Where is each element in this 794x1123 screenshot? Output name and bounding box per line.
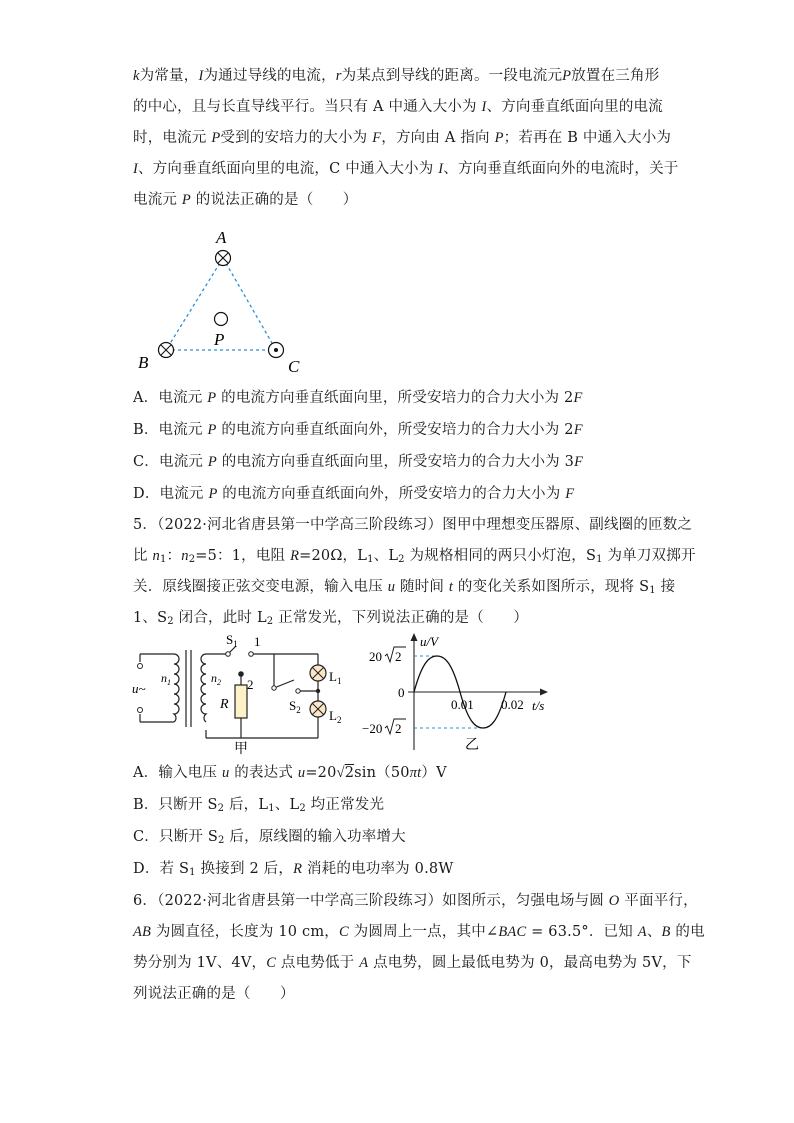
y-axis-arrow-icon [411, 633, 418, 641]
label-p: P [214, 330, 225, 349]
q5-stem-line-1: 5．（2022·河北省唐县第一中学高三阶段练习）图甲中理想变压器原、副线圈的匝数之 [133, 517, 693, 533]
q5-option-b[interactable]: B．只断开 $S_2$ 后，$L_1$、$L_2$ 均正常发光 [133, 797, 385, 814]
q4-stem-line-2: 的中心，且与长直导线平行。当只有 A 中通入大小为 I、方向垂直纸面向里的电流 [133, 99, 663, 115]
s1-pivot [226, 652, 231, 657]
label-contact-1: 1 [254, 634, 261, 649]
q4-option-a[interactable]: A．电流元 P 的电流方向垂直纸面向里，所受安培力的合力大小为 2F [133, 390, 583, 406]
label-c: C [288, 357, 300, 376]
q6-stem-line-1: 6．（2022·河北省唐县第一中学高三阶段练习）如图所示，匀强电场与圆 O 平面平行， [133, 893, 698, 909]
secondary-coil [201, 654, 206, 722]
q6-stem-line-2: AB 为圆直径，长度为 10 cm，C 为圆周上一点，其中∠BAC = 63.5°．已知 A、B 的电 [133, 924, 705, 940]
x-axis-arrow-icon [540, 689, 548, 696]
q5-option-a[interactable]: A．输入电压 u 的表达式 u=20√2sin（50πt）V [133, 765, 447, 781]
svg-text:−20: −20 [362, 721, 383, 736]
wire-a-into-page-icon [216, 251, 231, 266]
input-terminal-bottom [138, 708, 143, 713]
q5-stem-line-4: 1、$S_2$ 闭合，此时 $L_2$ 正常发光，下列说法正确的是（ ） [133, 610, 529, 627]
sqrt-icon: √ [336, 765, 345, 781]
s2-contact [296, 689, 300, 693]
label-l1: $L_1$ [329, 669, 342, 686]
primary-coil [174, 654, 179, 722]
q4-stem-line-1: k为常量，I为通过导线的电流，r为某点到导线的距离。一段电流元P放置在三角形 [133, 68, 660, 84]
q5-stem-line-2: 比 $n_1$：$n_2=5$：1，电阻 R=20Ω，$L_1$、$L_2$ 为规格相同的两只小灯泡，$S_1$ 为单刀双掷开 [133, 548, 696, 565]
label-u: u~ [132, 681, 146, 696]
label-n2: $n_2$ [211, 671, 221, 687]
circuit-caption: 甲 [234, 742, 248, 757]
current-element-p-icon [215, 313, 228, 326]
q4-option-c[interactable]: C．电流元 P 的电流方向垂直纸面向里，所受安培力的合力大小为 3F [133, 454, 584, 470]
s2-pivot [272, 686, 276, 690]
wire-b-into-page-icon [159, 343, 174, 358]
graph-tick-001: 0.01 [451, 697, 474, 712]
s1-contact-2 [239, 672, 244, 677]
label-a: A [216, 228, 227, 247]
graph-x-label: t/s [532, 698, 545, 713]
graph-tick-002: 0.02 [501, 697, 524, 712]
s1-contact-1 [249, 652, 254, 657]
lamp-l1-icon [310, 665, 326, 681]
q6-stem-line-3: 势分别为 1V、4V，C 点电势低于 A 点电势，圆上最低电势为 0，最高电势为 5V，下 [133, 955, 692, 971]
label-l2: $L_2$ [329, 708, 342, 725]
q5-stem-line-3: 关．原线圈接正弦交变电源，输入电压 u 随时间 t 的变化关系如图所示，现将 $S_1$ 接 [133, 579, 676, 596]
input-terminal-top [138, 664, 143, 669]
label-s2: $S_2$ [289, 698, 301, 715]
q6-stem-line-4: 列说法正确的是（ ） [133, 986, 295, 1002]
label-s1: $S_1$ [226, 632, 238, 649]
q4-stem-line-5: 电流元 P 的说法正确的是（ ） [133, 192, 358, 208]
q4-option-d[interactable]: D．电流元 P 的电流方向垂直纸面向外，所受安培力的合力大小为 F [133, 486, 575, 502]
graph-caption: 乙 [465, 738, 479, 753]
graph-ymax-label [369, 647, 406, 664]
label-b: B [138, 353, 149, 372]
svg-text:2: 2 [395, 649, 402, 664]
q4-stem-line-4: I、方向垂直纸面向里的电流，C 中通入大小为 I、方向垂直纸面向外的电流时，关于 [133, 161, 679, 177]
lamp-l2-icon [310, 701, 326, 717]
q4-option-b[interactable]: B．电流元 P 的电流方向垂直纸面向外，所受安培力的合力大小为 2F [133, 422, 583, 438]
q5-voltage-graph [362, 632, 557, 757]
label-contact-2: 2 [247, 677, 254, 692]
q5-option-d[interactable]: D．若 $S_1$ 换接到 2 后，R 消耗的电功率为 0.8W [133, 861, 454, 878]
svg-text:20: 20 [369, 649, 382, 664]
graph-ymin-label [362, 719, 406, 736]
label-r: R [220, 697, 229, 712]
q4-triangle-figure [130, 222, 310, 377]
q5-option-c[interactable]: C．只断开 $S_2$ 后，原线圈的输入功率增大 [133, 829, 406, 846]
q5-circuit-figure [128, 632, 363, 757]
wire-c-out-of-page-icon [269, 343, 284, 358]
svg-text:2: 2 [395, 721, 402, 736]
label-n1: $n_1$ [161, 671, 171, 687]
graph-y-label: u/V [420, 634, 439, 649]
q4-stem-line-3: 时，电流元 P受到的安培力的大小为 F，方向由 A 指向 P；若再在 B 中通入大小为 [133, 130, 672, 146]
graph-origin: 0 [398, 685, 405, 700]
resistor-r [235, 685, 247, 718]
node-dot [316, 689, 320, 693]
